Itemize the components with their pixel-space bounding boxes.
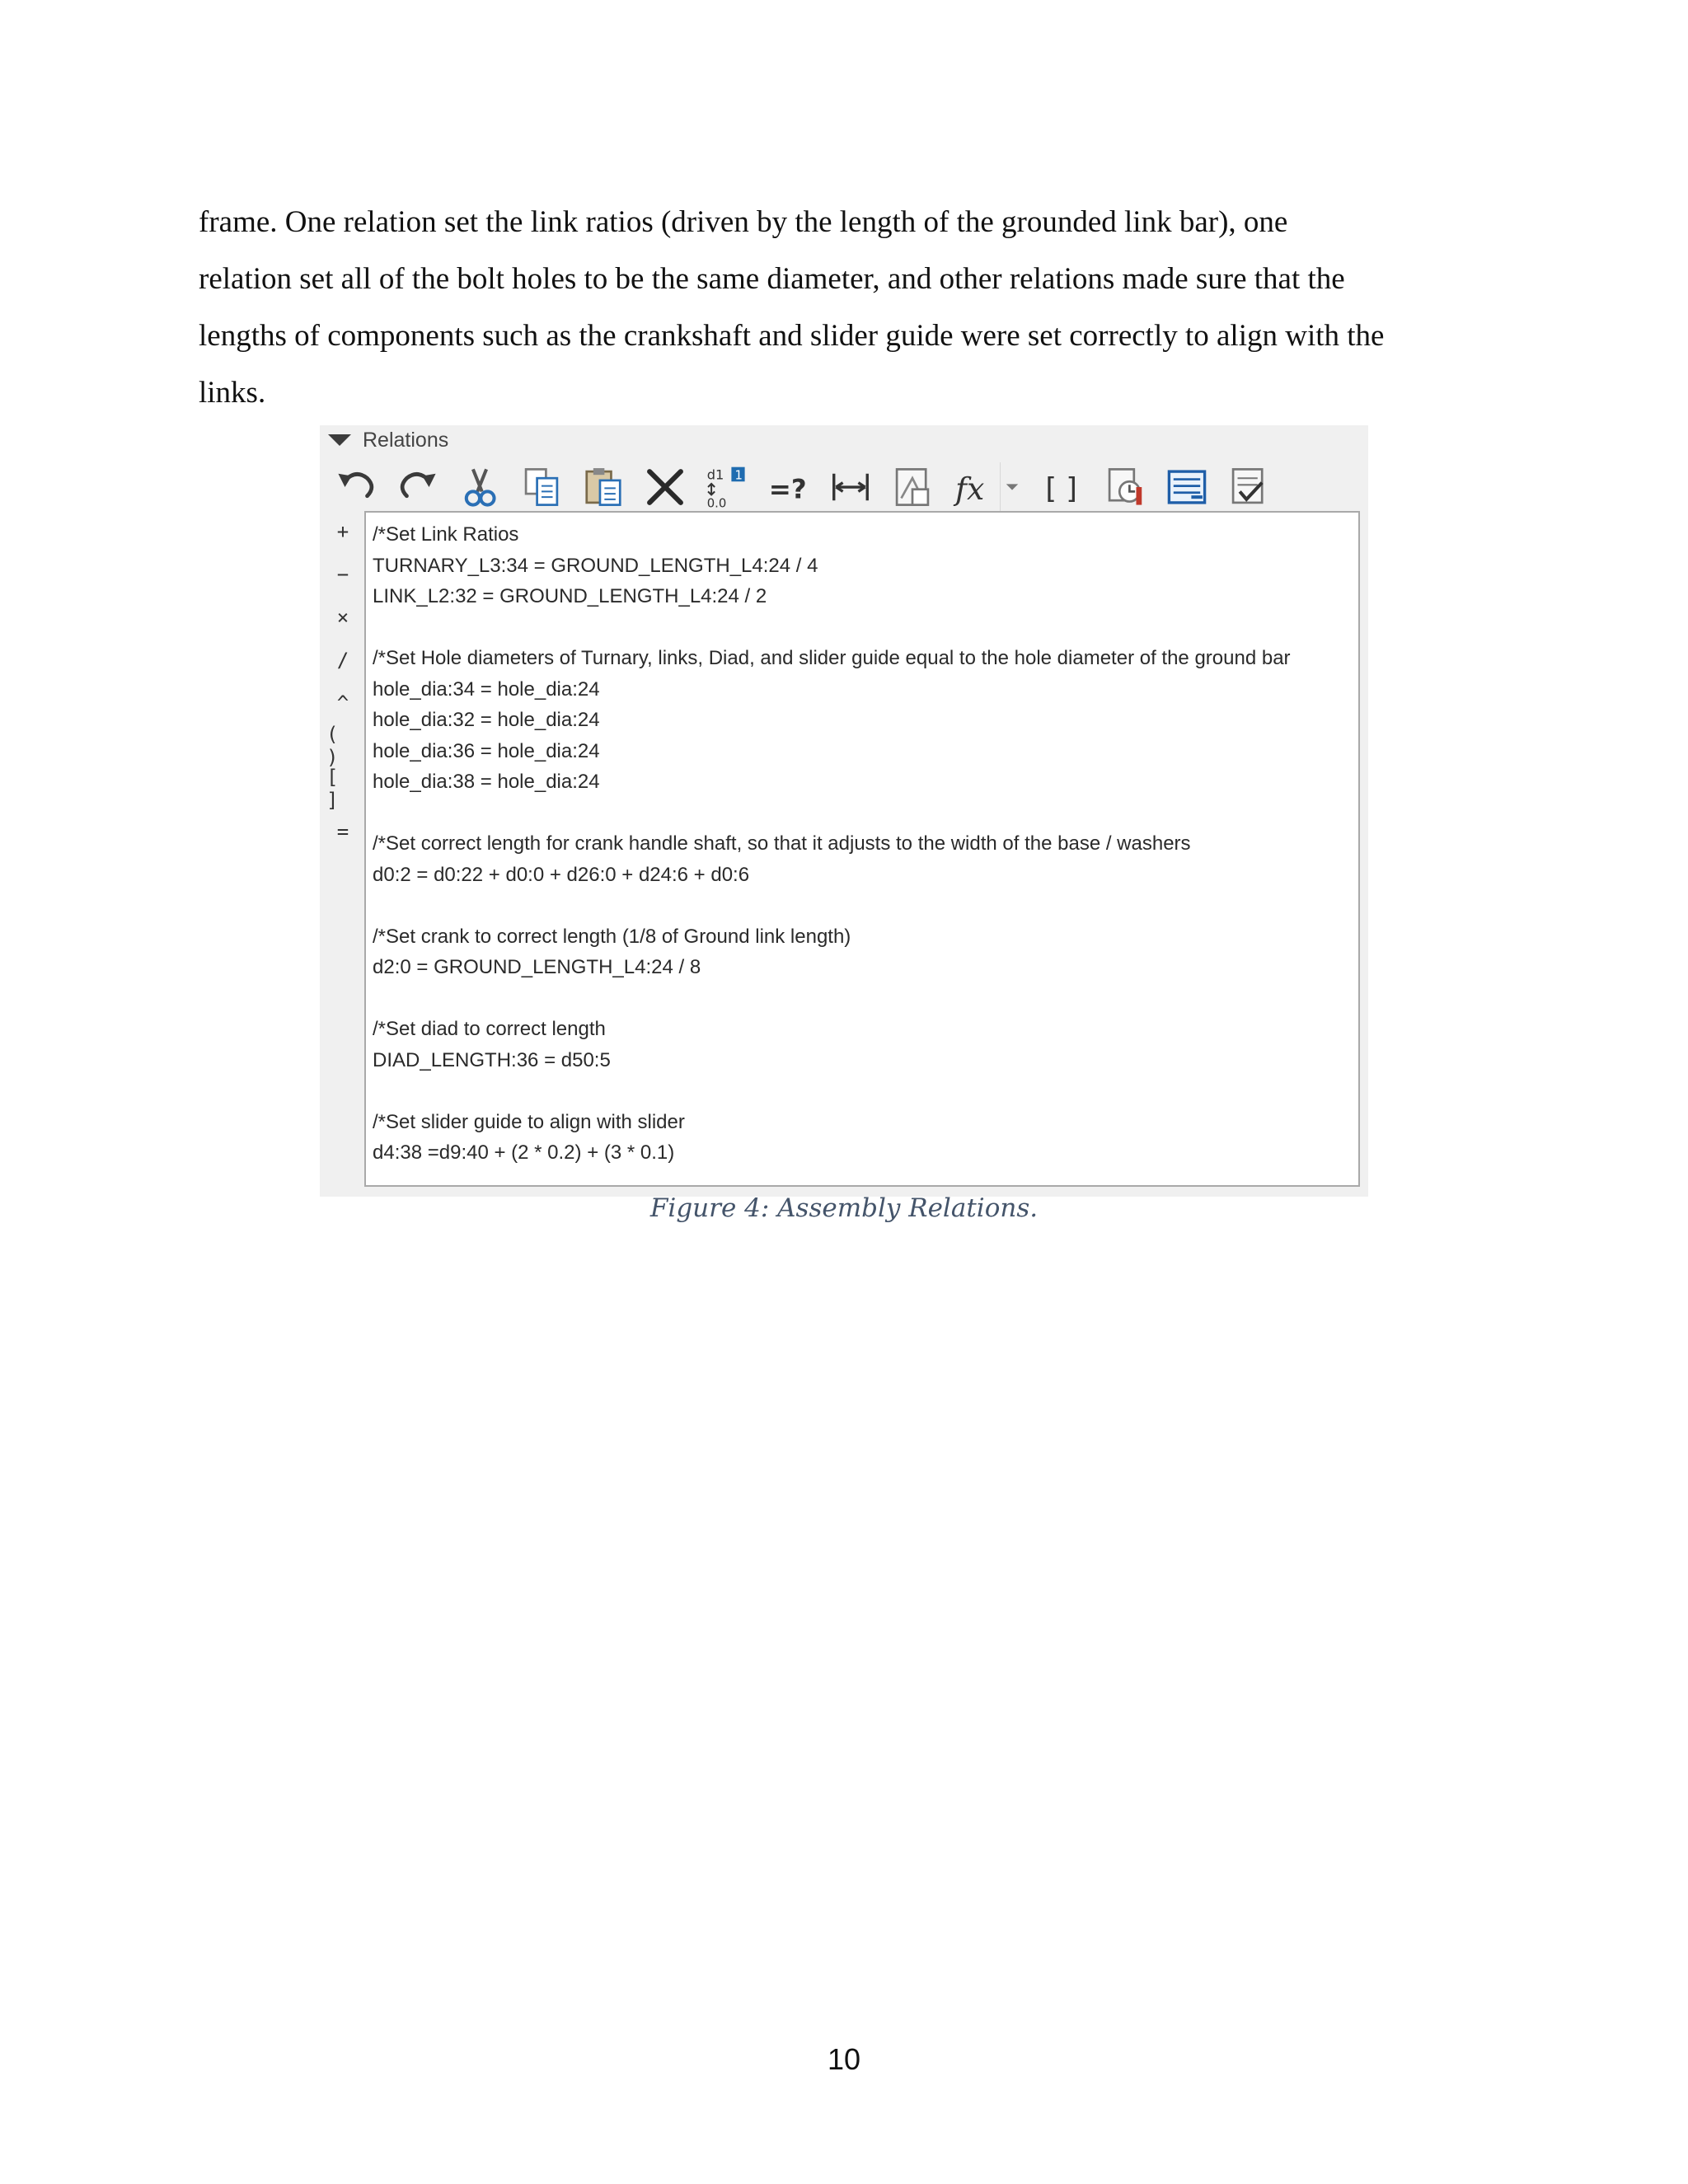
redo-button[interactable]	[393, 462, 443, 512]
insert-parameter-icon	[890, 465, 935, 509]
copy-button[interactable]	[517, 462, 566, 512]
relation-line: hole_dia:38 = hole_dia:24	[373, 771, 600, 793]
relation-line: /*Set slider guide to align with slider	[373, 1110, 685, 1133]
relations-title: Relations	[363, 428, 449, 452]
display-values-button[interactable]	[702, 462, 752, 512]
undo-button[interactable]	[331, 462, 381, 512]
operator-multiply-button[interactable]: ×	[336, 606, 349, 629]
insert-dimension-icon	[828, 465, 873, 509]
evaluate-icon	[1103, 465, 1147, 509]
cut-icon	[457, 465, 502, 509]
function-button[interactable]	[950, 462, 999, 512]
operator-parentheses-button[interactable]: ( )	[326, 723, 339, 769]
relation-line: DIAD_LENGTH:36 = d50:5	[373, 1048, 611, 1071]
paste-icon	[581, 465, 626, 509]
collapse-triangle-icon[interactable]	[328, 434, 351, 446]
verify-relations-button[interactable]	[764, 462, 814, 512]
relation-line: d4:38 =d9:40 + (2 * 0.2) + (3 * 0.1)	[373, 1141, 675, 1164]
evaluate-button[interactable]	[1100, 462, 1150, 512]
brackets-icon	[1041, 465, 1085, 509]
svg-text:fx: fx	[955, 470, 985, 507]
relation-line	[373, 612, 1358, 644]
cut-button[interactable]	[455, 462, 504, 512]
operator-palette	[320, 510, 366, 853]
svg-text:1: 1	[734, 467, 743, 483]
relations-header[interactable]	[328, 425, 448, 455]
operator-power-button[interactable]: ^	[336, 691, 349, 715]
delete-button[interactable]	[640, 462, 690, 512]
operator-minus-button[interactable]: −	[336, 563, 349, 586]
sort-relations-button[interactable]	[1162, 462, 1212, 512]
relation-line: /*Set correct length for crank handle shaft, so that it adjusts to the width of the base / washers	[373, 832, 1191, 855]
relations-editor[interactable]	[364, 511, 1360, 1187]
paragraph-line: relation set all of the bolt holes to be the same diameter, and other relations made sure that the	[199, 262, 1345, 296]
relation-line	[373, 983, 1358, 1015]
brackets-button[interactable]	[1039, 462, 1088, 512]
execute-verify-icon	[1226, 465, 1271, 509]
redo-icon	[396, 465, 440, 509]
figure-caption: Figure 4: Assembly Relations.	[649, 1193, 1039, 1223]
operator-plus-button[interactable]: +	[336, 520, 349, 543]
body-paragraph	[199, 194, 1501, 421]
operator-equals-button[interactable]: =	[336, 820, 349, 843]
relation-line	[373, 890, 1358, 921]
relation-line: d0:2 = d0:22 + d0:0 + d26:0 + d24:6 + d0:6	[373, 863, 750, 886]
relations-screenshot	[320, 425, 1368, 1197]
delete-icon	[643, 465, 687, 509]
paragraph-line: frame. One relation set the link ratios (driven by the length of the grounded link bar), one	[199, 205, 1288, 239]
paragraph-line: links.	[199, 376, 266, 410]
relation-line	[373, 1076, 1358, 1107]
undo-icon	[334, 465, 378, 509]
paste-button[interactable]	[579, 462, 628, 512]
function-dropdown-icon	[1005, 480, 1020, 494]
svg-text:d1: d1	[706, 466, 724, 483]
execute-verify-button[interactable]	[1224, 462, 1273, 512]
display-values-icon	[705, 465, 749, 509]
relation-line: /*Set Hole diameters of Turnary, links, Diad, and slider guide equal to the hole diameter of the ground bar	[373, 647, 1291, 669]
relation-line: LINK_L2:32 = GROUND_LENGTH_L4:24 / 2	[373, 585, 767, 607]
function-dropdown[interactable]	[1000, 462, 1024, 512]
relation-line: /*Set diad to correct length	[373, 1018, 606, 1040]
relation-line: hole_dia:36 = hole_dia:24	[373, 739, 600, 762]
relation-line: hole_dia:32 = hole_dia:24	[373, 709, 600, 731]
sort-relations-icon	[1165, 465, 1209, 509]
svg-text:[ ]: [ ]	[1045, 471, 1077, 506]
function-icon	[952, 465, 996, 509]
insert-parameter-button[interactable]	[888, 462, 937, 512]
operator-brackets-button[interactable]: [ ]	[326, 766, 339, 812]
relation-line: hole_dia:34 = hole_dia:24	[373, 677, 600, 701]
svg-text:0.0: 0.0	[706, 495, 727, 509]
verify-relations-icon	[767, 465, 811, 509]
relation-line: /*Set Link Ratios	[373, 523, 519, 546]
relation-line: /*Set crank to correct length (1/8 of Ground link length)	[373, 925, 851, 948]
operator-divide-button[interactable]: /	[336, 649, 349, 672]
insert-dimension-button[interactable]	[826, 462, 875, 512]
relations-toolbar	[331, 458, 1286, 516]
copy-icon	[519, 465, 564, 509]
relation-line: d2:0 = GROUND_LENGTH_L4:24 / 8	[373, 956, 701, 978]
page-number: 10	[827, 2042, 861, 2076]
svg-text:=?: =?	[768, 473, 807, 505]
paragraph-line: lengths of components such as the crankshaft and slider guide were set correctly to align with the	[199, 319, 1385, 353]
relation-line: TURNARY_L3:34 = GROUND_LENGTH_L4:24 / 4	[373, 554, 818, 577]
relation-line	[373, 798, 1358, 829]
